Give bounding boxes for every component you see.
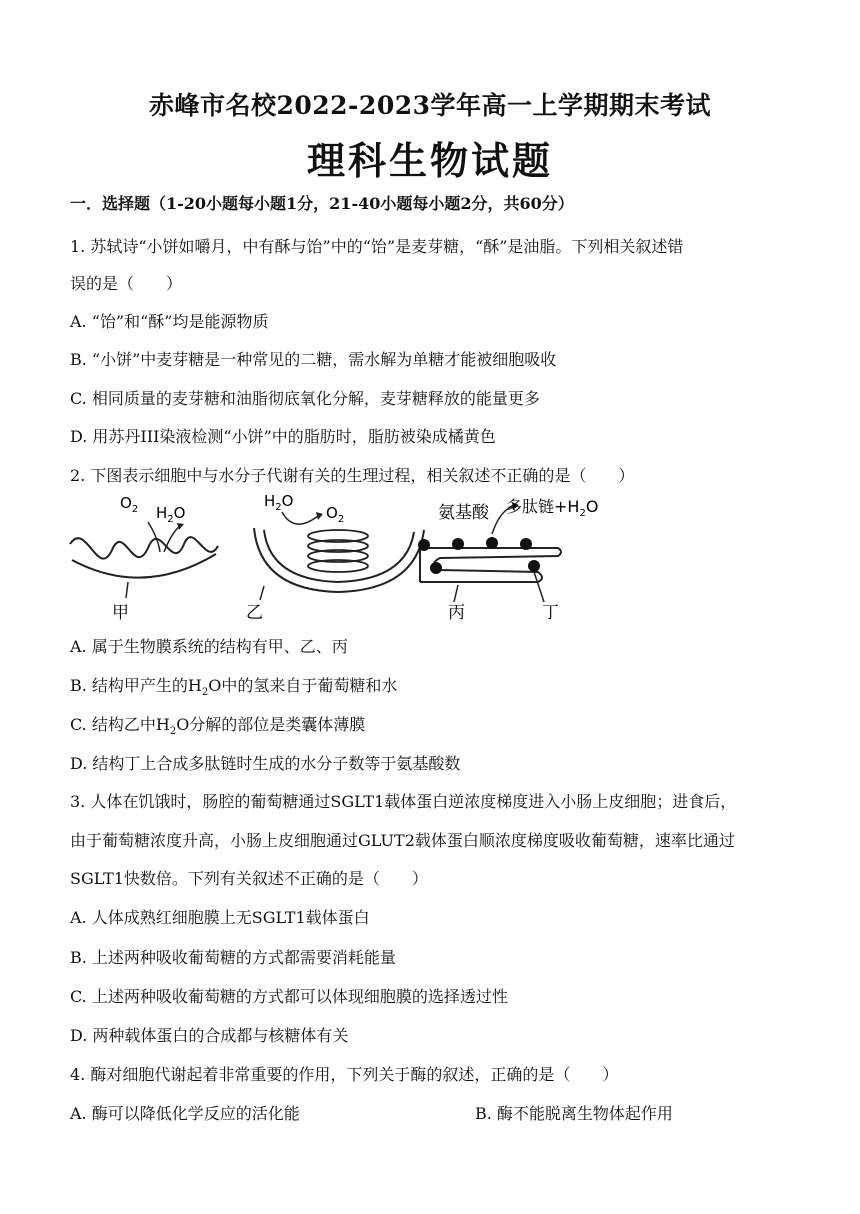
svg-text:多肽链+H2O: 多肽链$+H_2O$	[506, 497, 599, 519]
q2-option-c: C. 结构乙中$H_2O$分解的部位是类囊体薄膜	[70, 715, 366, 738]
svg-text:O2: $O_2$	[120, 494, 139, 515]
structure-yi	[246, 492, 424, 623]
label-h2o: H	[156, 504, 168, 522]
label-ding: 丁	[542, 603, 559, 623]
section-heading: 一．选择题（1-20小题每小题1分，21-40小题每小题2分，共60分）	[70, 194, 574, 213]
label-o2: O	[120, 494, 132, 512]
q1-option-b: B. “小饼”中麦芽糖是一种常见的二糖，需水解为单糖才能被细胞吸收	[70, 350, 557, 369]
q3-option-b: B. 上述两种吸收葡萄糖的方式都需要消耗能量	[70, 948, 396, 967]
label-yi: 乙	[246, 603, 263, 623]
q3-option-d: D. 两种载体蛋白的合成都与核糖体有关	[70, 1026, 349, 1045]
q1-option-d: D. 用苏丹III染液检测“小饼”中的脂肪时，脂肪被染成橘黄色	[70, 427, 496, 446]
svg-text:O2: $O_2$	[326, 504, 345, 525]
q3-option-a: A. 人体成熟红细胞膜上无SGLT1载体蛋白	[70, 908, 370, 927]
label-jia: 甲	[112, 603, 129, 623]
label-bing: 丙	[448, 603, 465, 623]
q4-option-a: A. 酶可以降低化学反应的活化能	[70, 1104, 300, 1123]
exam-title: 赤峰市名校2022-2023学年高一上学期期末考试	[148, 91, 712, 120]
q1-stem-line2: 误的是（ ）	[70, 274, 183, 293]
q1-option-c: C. 相同质量的麦芽糖和油脂彻底氧化分解，麦芽糖释放的能量更多	[70, 389, 540, 408]
structure-bing-ding	[418, 497, 598, 623]
exam-subtitle: 理科生物试题	[306, 138, 553, 183]
q3-stem-line1: 3. 人体在饥饿时，肠腔的葡萄糖通过SGLT1载体蛋白逆浓度梯度进入小肠上皮细胞；进食后，	[70, 792, 737, 811]
svg-text:H2O: $H_2O$	[156, 504, 186, 525]
q3-option-c: C. 上述两种吸收葡萄糖的方式都可以体现细胞膜的选择透过性	[70, 987, 508, 1006]
q2-option-a: A. 属于生物膜系统的结构有甲、乙、丙	[70, 637, 348, 656]
label-amino-acid: 氨基酸	[438, 503, 489, 523]
structure-jia	[70, 494, 218, 623]
q1-stem-line1: 1. 苏轼诗“小饼如嚼月，中有酥与饴”中的“饴”是麦芽糖，“酥”是油脂。下列相关叙述错	[70, 237, 684, 256]
q1-option-a: A. “饴”和“酥”均是能源物质	[70, 312, 269, 331]
q2-option-b: B. 结构甲产生的$H_2O$中的氢来自于葡萄糖和水	[70, 676, 398, 699]
q4-option-b: B. 酶不能脱离生物体起作用	[475, 1104, 673, 1123]
q2-stem: 2. 下图表示细胞中与水分子代谢有关的生理过程，相关叙述不正确的是（ ）	[70, 466, 635, 485]
q4-stem: 4. 酶对细胞代谢起着非常重要的作用，下列关于酶的叙述，正确的是（ ）	[70, 1065, 619, 1084]
q3-stem-line2: 由于葡萄糖浓度升高，小肠上皮细胞通过GLUT2载体蛋白顺浓度梯度吸收葡萄糖，速率比通过	[70, 831, 735, 850]
q3-stem-line3: SGLT1快数倍。下列有关叙述不正确的是（ ）	[70, 869, 428, 888]
label-peptide: 多肽链+H	[506, 497, 580, 516]
q2-option-d: D. 结构丁上合成多肽链时生成的水分子数等于氨基酸数	[70, 754, 461, 773]
q2-figure	[68, 490, 628, 625]
svg-text:H2O: $H_2O$	[264, 492, 294, 513]
